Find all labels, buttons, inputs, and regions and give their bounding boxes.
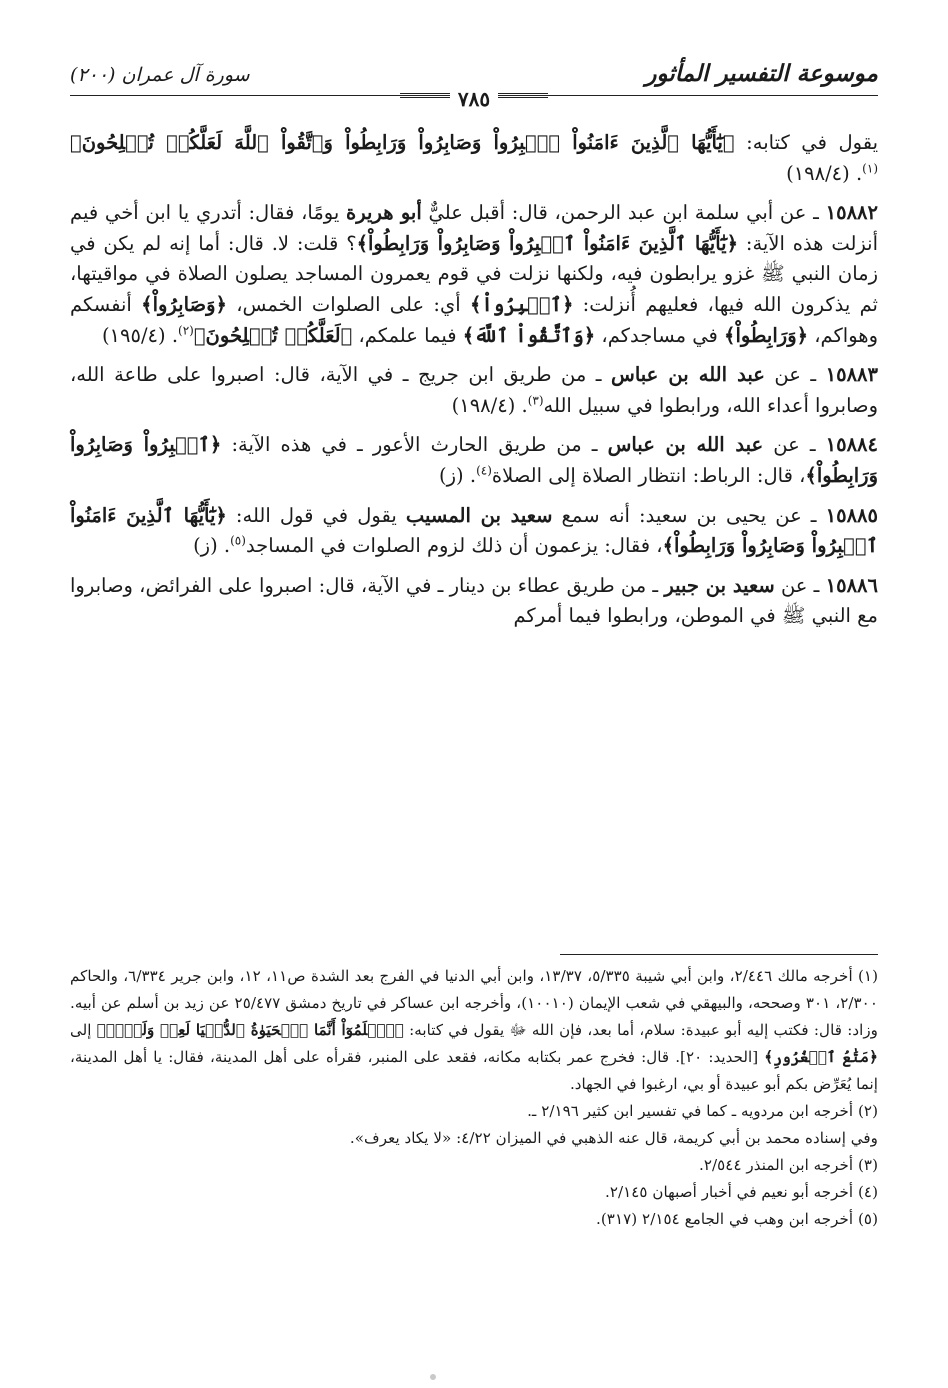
cross-reference: . (١٩٨/٤) xyxy=(451,393,528,417)
narrator-name: عبد الله بن عباس xyxy=(607,433,764,457)
narration-number: ١٥٨٨٣ xyxy=(825,363,878,387)
text-run: ، فقال: يزعمون أن ذلك لزوم الصلوات في المساجد xyxy=(245,534,663,558)
text-run: (١) أخرجه مالك ٢/٤٤٦، وابن أبي شيبة ٥/٣٣٥، ١٣/٣٧، وابن أبي الدنيا في الفرج بعد الشدة ص١١، ١٢، وابن جرير ٦/٣٣٤، والحاكم ٢/٣٠٠، ٣٠١ وصححه، والبيهقي في شعب الإيمان (١٠٠١٠)، وأخرجه ابن عساكر في تاريخ دمشق ٢٥/٤٧٧ عن زيد بن أسلم عن أبيه. وزاد: قال: فكتب إليه أبو عبيدة: سلام، أما بعد، فإن الله ﷻ يقول في كتابه: xyxy=(70,967,879,1039)
narration-number: ١٥٨٨٥ xyxy=(825,503,878,527)
footnote-2: (٢) أخرجه ابن مردويه ـ كما في تفسير ابن كثير ٢/١٩٦ ـ. xyxy=(527,1102,878,1120)
text-run: يقول في قول الله: xyxy=(226,503,406,527)
text-run: ، قال: الرباط: انتظار الصلاة إلى الصلاة xyxy=(491,463,806,487)
text-run: أنفسكم وهواكم، xyxy=(70,292,878,347)
footnote-2-continuation: وفي إسناده محمد بن أبي كريمة، قال عنه الذهبي في الميزان ٤/٢٢: «لا يكاد يعرف». xyxy=(349,1129,878,1147)
cross-reference: . (١٩٥/٤) xyxy=(101,323,179,347)
book-title: موسوعة التفسير المأثور xyxy=(645,60,878,87)
narration-15885 xyxy=(70,501,878,562)
narrator-name: عبد الله بن عباس xyxy=(611,363,765,387)
narrator-name: سعيد بن جبير xyxy=(664,573,775,597)
footnote-3: (٣) أخرجه ابن المنذر ٢/٥٤٤. xyxy=(699,1156,878,1174)
text-run: فيما علمكم، xyxy=(352,323,463,347)
footnote-marker: (٥) xyxy=(230,533,246,548)
footnote-marker: (٢) xyxy=(178,323,194,338)
main-text xyxy=(70,128,878,641)
text-run: ـ عن xyxy=(764,363,826,387)
cross-reference: . (١٩٨/٤) xyxy=(786,161,863,185)
text-run: ـ عن xyxy=(763,433,826,457)
text-run: ـ عن أبي سلمة ابن عبد الرحمن، قال: أقبل عليٌّ xyxy=(421,201,826,225)
text-run: أي: على الصلوات الخمس، xyxy=(226,292,470,316)
text-run: يقول في كتابه: xyxy=(734,131,878,154)
page-number-wrap xyxy=(0,87,948,111)
text-run: ـ عن يحيى بن سعيد: أنه سمع xyxy=(552,503,826,527)
narration-number: ١٥٨٨٦ xyxy=(825,573,879,597)
footnote-marker: (٤) xyxy=(476,463,492,478)
text-run: ؟ قلت: لا. قال: أما إنه لم يكن في زمان النبي ﷺ غزو يرابطون فيه، ولكنها نزلت في قوم يعمرون المساجد يصلون الصلاة في مواقيتها، ثم يذكرون الله فيها، فعليهم أُنزلت: xyxy=(70,231,878,316)
page-number: ٧٨٥ xyxy=(450,87,498,111)
quran-verse: ﴿لَعَلَّكُمۡ تُفۡلِحُونَ﴾ xyxy=(193,323,353,347)
cross-reference: . (ز) xyxy=(439,463,477,487)
narration-15883 xyxy=(70,360,878,421)
footnote-1 xyxy=(70,963,878,1098)
text-run: ـ من طريق ابن جريج ـ في الآية، قال: اصبروا على طاعة الله، وصابروا أعداء الله، ورابطوا في سبيل الله xyxy=(70,363,878,417)
text-run: [الحديد: ٢٠]. قال: فخرج عمر بكتابه مكانه، فقعد على المنبر، فقرأه على أهل المدينة، فقال: يا أهل المدينة، إنما يُعَرِّض بكم أبو عبيدة أو بي، ارغبوا في الجهاد. xyxy=(70,1048,878,1093)
text-run: ـ من طريق عطاء بن دينار ـ في الآية، قال: اصبروا على الفرائض، وصابروا مع النبي ﷺ في الموطن، ورابطوا فيما أمركم xyxy=(70,573,878,628)
quran-verse: ﴿يَٰٓأَيُّهَا ٱلَّذِينَ ءَامَنُواْ ٱصۡبِرُواْ وَصَابِرُواْ وَرَابِطُواْ﴾ xyxy=(70,503,878,558)
narration-number: ١٥٨٨٢ xyxy=(825,201,878,225)
narrator-name: سعيد بن المسيب xyxy=(405,503,553,527)
narration-15886 xyxy=(70,571,878,632)
footnote-4: (٤) أخرجه أبو نعيم في أخبار أصبهان ٢/١٤٥. xyxy=(604,1183,878,1201)
quran-verse: ﴿وَرَابِطُواْ﴾ xyxy=(724,323,809,347)
quran-verse: ﴿يَٰٓأَيُّهَا ٱلَّذِينَ ءَامَنُواْ ٱصۡبِرُواْ وَصَابِرُواْ وَرَابِطُواْ وَٱتَّقُواْ ٱللَّهَ لَعَلَّكُمۡ تُفۡلِحُونَ﴾ xyxy=(70,131,735,154)
quran-verse: ﴿ٱصۡبِرُواْ﴾ xyxy=(469,292,574,316)
footnote-marker: (٣) xyxy=(527,393,544,408)
paragraph-continuation xyxy=(70,128,878,189)
text-run: في مساجدكم، xyxy=(595,323,725,347)
cross-reference: . (ز) xyxy=(193,534,231,558)
narration-15882 xyxy=(70,198,878,351)
quran-verse: ﴿ٱعۡلَمُوٓاْ أَنَّمَا ٱلۡحَيَوٰةُ ٱلدُّنۡيَا لَعِبٞ وَلَهۡوٞ﴾ xyxy=(96,1021,404,1039)
footnote-separator xyxy=(560,954,878,955)
footnote-5: (٥) أخرجه ابن وهب في الجامع ٢/١٥٤ (٣١٧). xyxy=(596,1210,878,1228)
footnote-marker: (١) xyxy=(862,161,878,176)
quran-verse: ﴿ٱصۡبِرُواْ وَصَابِرُواْ وَرَابِطُواْ﴾ xyxy=(70,433,878,487)
quran-verse: ﴿مَتَٰعُ ٱلۡغُرُورِ﴾ xyxy=(764,1048,878,1066)
scan-speck xyxy=(430,1374,436,1380)
quran-verse: ﴿وَٱتَّقُواْ ٱللَّهَ﴾ xyxy=(462,323,596,347)
quran-verse: ﴿يَٰٓأَيُّهَا ٱلَّذِينَ ءَامَنُواْ ٱصۡبِرُواْ وَصَابِرُواْ وَرَابِطُواْ﴾ xyxy=(356,231,739,255)
narration-number: ١٥٨٨٤ xyxy=(825,433,879,457)
text-run: إلى xyxy=(70,1021,97,1039)
footnotes xyxy=(70,963,878,1233)
surah-title: سورة آل عمران (٢٠٠) xyxy=(70,64,250,86)
text-run: يومًا، فقال: أتدري يا ابن أخي فيم أنزلت هذه الآية: xyxy=(70,201,879,255)
quran-verse: ﴿وَصَابِرُواْ﴾ xyxy=(141,292,227,316)
text-run: ـ عن xyxy=(774,573,826,597)
narration-15884 xyxy=(70,430,878,491)
text-run: ـ من طريق الحارث الأعور ـ في هذه الآية: xyxy=(221,433,608,457)
narrator-name: أبو هريرة xyxy=(346,201,422,225)
